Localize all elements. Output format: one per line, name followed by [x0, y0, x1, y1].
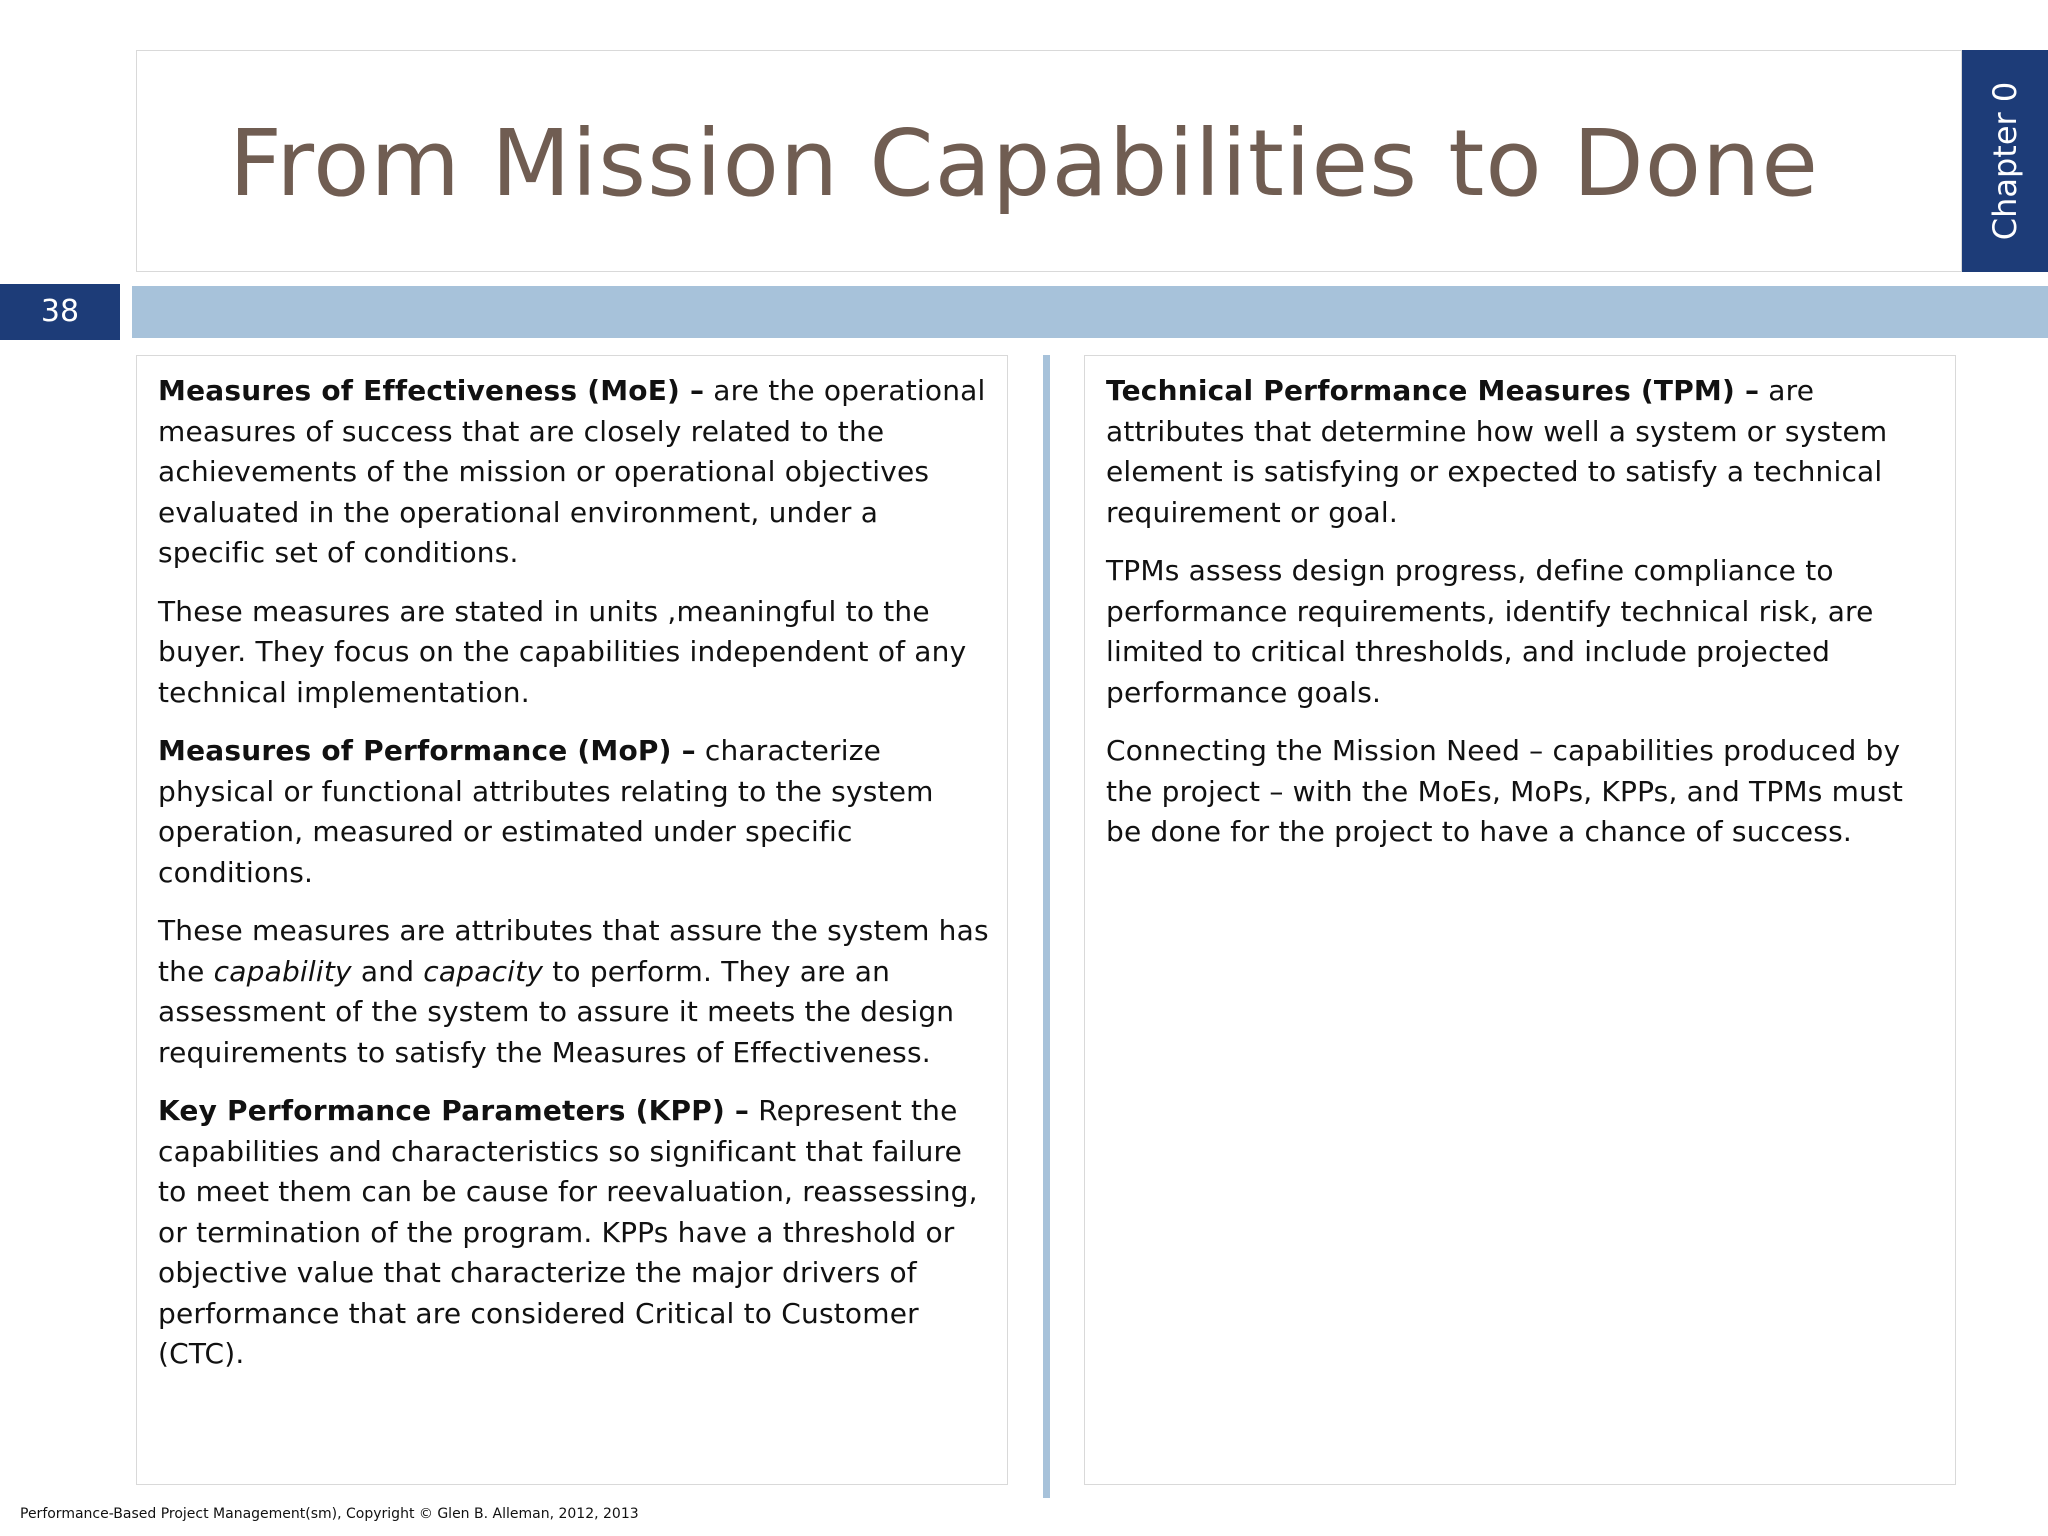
mop-attr-text-1: These measures are attributes that assure the system has the	[158, 914, 989, 988]
right-content-panel	[1084, 355, 1956, 1485]
moe-paragraph	[158, 371, 989, 574]
tpm-assess-paragraph: TPMs assess design progress, define compliance to performance requirements, identify technical risk, are limited to critical thresholds, and include projected performance goals.	[1106, 554, 1874, 709]
tpm-definition: are attributes that determine how well a system or system element is satisfying or expected to satisfy a technical requirement or goal.	[1106, 374, 1888, 529]
capacity-term: capacity	[423, 954, 544, 988]
right-panel-body	[1106, 371, 1937, 871]
mop-term: Measures of Performance (MoP) –	[158, 734, 696, 767]
kpp-definition: Represent the capabilities and characteristics so significant that failure to meet them can be cause for reevaluation, reassessing, or termination of the program. KPPs have a threshold or objective value that characterize the major drivers of performance that are considered Critical to Customer (CTC).	[158, 1094, 978, 1370]
header-band	[132, 286, 2048, 338]
chapter-label: Chapter 0	[1986, 81, 2024, 241]
copyright-footer: Performance-Based Project Management(sm), Copyright © Glen B. Alleman, 2012, 2013	[20, 1506, 639, 1522]
tpm-term: Technical Performance Measures (TPM) –	[1106, 374, 1760, 407]
kpp-paragraph	[158, 1091, 989, 1375]
mop-attr-text-2: to perform. They are an assessment of the system to assure it meets the design requirements to satisfy the Measures of Effectiveness.	[158, 954, 955, 1069]
mop-attr-and: and	[351, 954, 424, 988]
tpm-paragraph	[1106, 371, 1937, 533]
left-panel-body	[158, 371, 989, 1393]
mop-attributes-paragraph	[158, 911, 989, 1073]
slide-title: From Mission Capabilities to Done	[229, 110, 1819, 217]
connecting-paragraph: Connecting the Mission Need – capabilities produced by the project – with the MoEs, MoPs, KPPs, and TPMs must be done for the project to have a chance of success.	[1106, 734, 1904, 848]
moe-term: Measures of Effectiveness (MoE) –	[158, 374, 705, 407]
column-divider	[1043, 355, 1050, 1498]
mop-paragraph	[158, 731, 989, 893]
page-number-box	[0, 284, 120, 340]
mop-definition: characterize physical or functional attributes relating to the system operation, measured or estimated under specific conditions.	[158, 734, 934, 889]
moe-units-paragraph: These measures are stated in units ,meaningful to the buyer. They focus on the capabilities independent of any technical implementation.	[158, 594, 967, 709]
moe-definition: are the operational measures of success that are closely related to the achievements of the mission or operational objectives evaluated in the operational environment, under a specific set of conditions.	[158, 374, 986, 569]
capability-term: capability	[213, 954, 352, 988]
page-number: 38	[40, 294, 80, 329]
kpp-term: Key Performance Parameters (KPP) –	[158, 1094, 750, 1127]
chapter-tab	[1962, 50, 2048, 272]
left-content-panel	[136, 355, 1008, 1485]
